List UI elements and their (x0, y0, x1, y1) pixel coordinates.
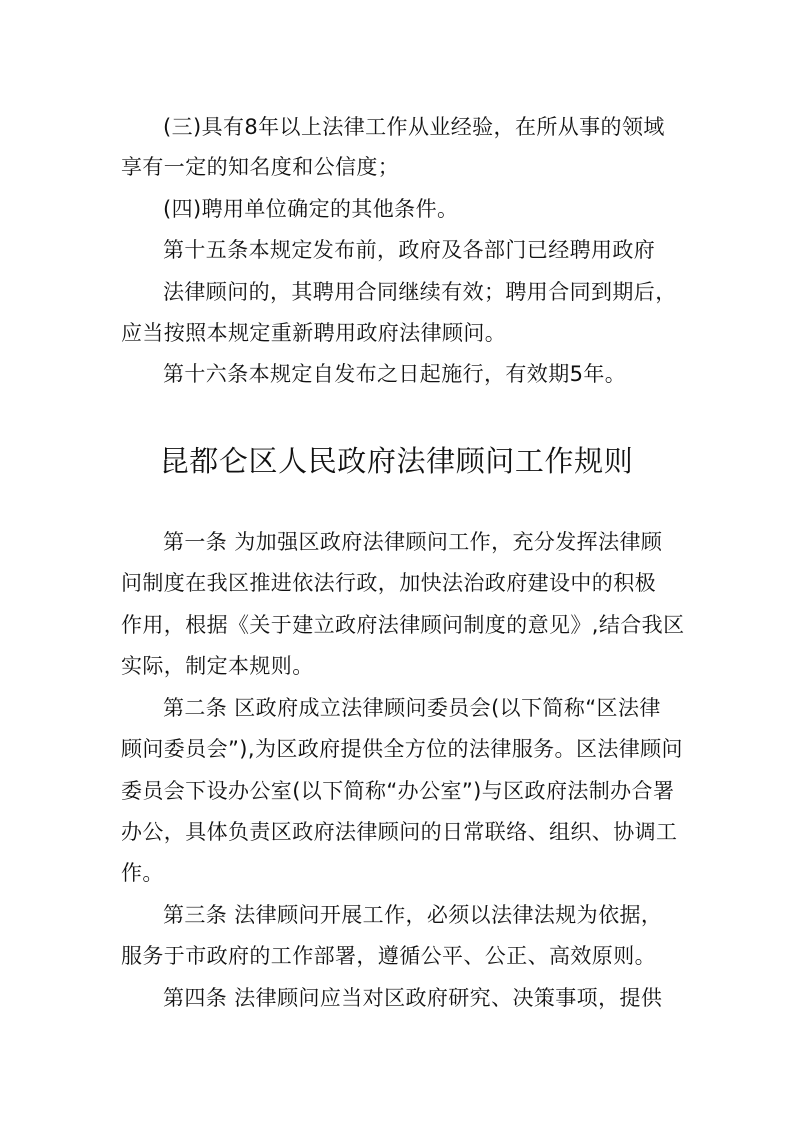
paragraph-line: 作。 (121, 861, 164, 885)
paragraph-line: (四)聘用单位确定的其他条件。 (163, 197, 459, 221)
paragraph-line: 第四条 法律顾问应当对区政府研究、决策事项，提供 (163, 986, 663, 1010)
paragraph-line: (三)具有8年以上法律工作从业经验，在所从事的领域 (163, 115, 665, 139)
paragraph-line: 实际，制定本规则。 (121, 654, 314, 678)
paragraph-line: 问制度在我区推进依法行政，加快法治政府建设中的积极 (121, 571, 656, 595)
paragraph-line: 应当按照本规定重新聘用政府法律顾问。 (121, 321, 507, 345)
paragraph-line: 办公，具体负责区政府法律顾问的日常联络、组织、协调工 (121, 820, 678, 844)
paragraph-line: 法律顾问的，其聘用合同继续有效；聘用合同到期后， (163, 280, 677, 304)
paragraph-line: 第二条 区政府成立法律顾问委员会(以下简称“区法律 (163, 696, 661, 720)
paragraph-line: 第三条 法律顾问开展工作，必须以法律法规为依据， (163, 903, 663, 927)
paragraph-line: 享有一定的知名度和公信度； (121, 155, 400, 179)
paragraph-line: 服务于市政府的工作部署，遵循公平、公正、高效原则。 (121, 944, 656, 968)
paragraph-line: 委员会下设办公室(以下简称“办公室”)与区政府法制办合署 (121, 779, 675, 803)
paragraph-line: 第一条 为加强区政府法律顾问工作，充分发挥法律顾 (163, 530, 663, 554)
paragraph-line: 作用，根据《关于建立政府法律顾问制度的意见》,结合我区 (121, 613, 685, 637)
paragraph-line: 第十六条本规定自发布之日起施行，有效期5年。 (163, 362, 627, 386)
document-title: 昆都仑区人民政府法律顾问工作规则 (159, 444, 634, 478)
paragraph-line: 第十五条本规定发布前，政府及各部门已经聘用政府 (163, 238, 656, 262)
paragraph-line: 顾问委员会”),为区政府提供全方位的法律服务。区法律顾问 (121, 737, 683, 761)
